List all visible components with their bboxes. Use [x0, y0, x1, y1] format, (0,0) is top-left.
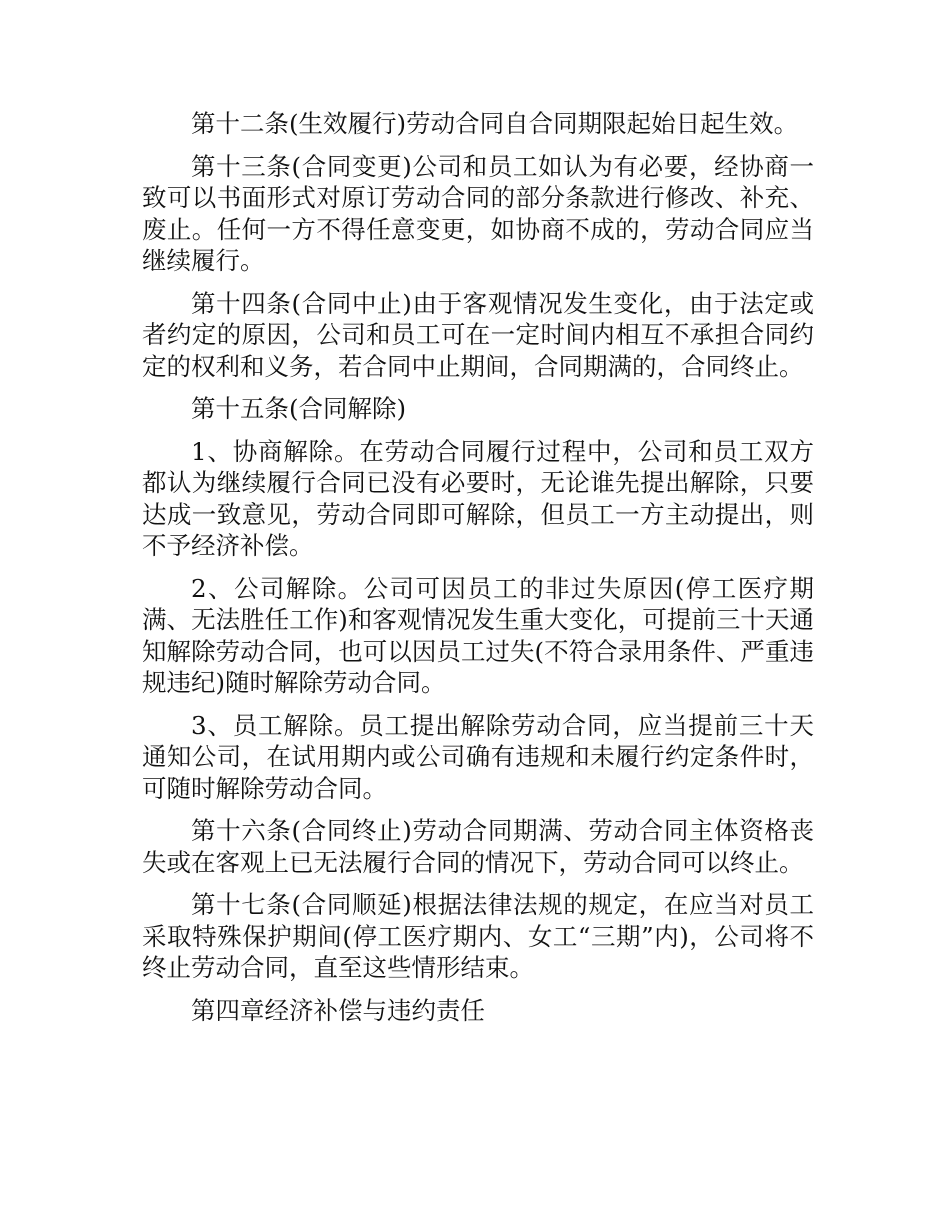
article-17-paragraph: 第十七条(合同顺延)根据法律法规的规定，在应当对员工采取特殊保护期间(停工医疗期内、女工“三期”内)，公司将不终止劳动合同，直至这些情形结束。 — [142, 890, 814, 982]
clause-1-paragraph: 1、协商解除。在劳动合同履行过程中，公司和员工双方都认为继续履行合同已没有必要时，无论谁先提出解除，只要达成一致意见，劳动合同即可解除，但员工一方主动提出，则不予经济补偿。 — [142, 436, 814, 560]
article-14-paragraph: 第十四条(合同中止)由于客观情况发生变化，由于法定或者约定的原因，公司和员工可在一定时间内相互不承担合同约定的权利和义务，若合同中止期间，合同期满的，合同终止。 — [142, 288, 814, 381]
clause-3-paragraph: 3、员工解除。员工提出解除劳动合同，应当提前三十天通知公司，在试用期内或公司确有违规和未履行约定条件时，可随时解除劳动合同。 — [142, 710, 814, 803]
article-12-paragraph: 第十二条(生效履行)劳动合同自合同期限起始日起生效。 — [191, 109, 799, 138]
clause-2-paragraph: 2、公司解除。公司可因员工的非过失原因(停工医疗期满、无法胜任工作)和客观情况发生重大变化，可提前三十天通知解除劳动合同，也可以因员工过失(不符合录用条件、严重违规违纪)随时解除劳动合同。 — [142, 573, 814, 697]
chapter-4-heading: 第四章经济补偿与违约责任 — [191, 995, 485, 1025]
article-16-paragraph: 第十六条(合同终止)劳动合同期满、劳动合同主体资格丧失或在客观上已无法履行合同的情况下，劳动合同可以终止。 — [142, 816, 814, 877]
article-15-heading: 第十五条(合同解除) — [191, 394, 407, 423]
article-13-paragraph: 第十三条(合同变更)公司和员工如认为有必要，经协商一致可以书面形式对原订劳动合同的部分条款进行修改、补充、废止。任何一方不得任意变更，如协商不成的，劳动合同应当继续履行。 — [142, 151, 814, 275]
document-body — [142, 108, 814, 1037]
